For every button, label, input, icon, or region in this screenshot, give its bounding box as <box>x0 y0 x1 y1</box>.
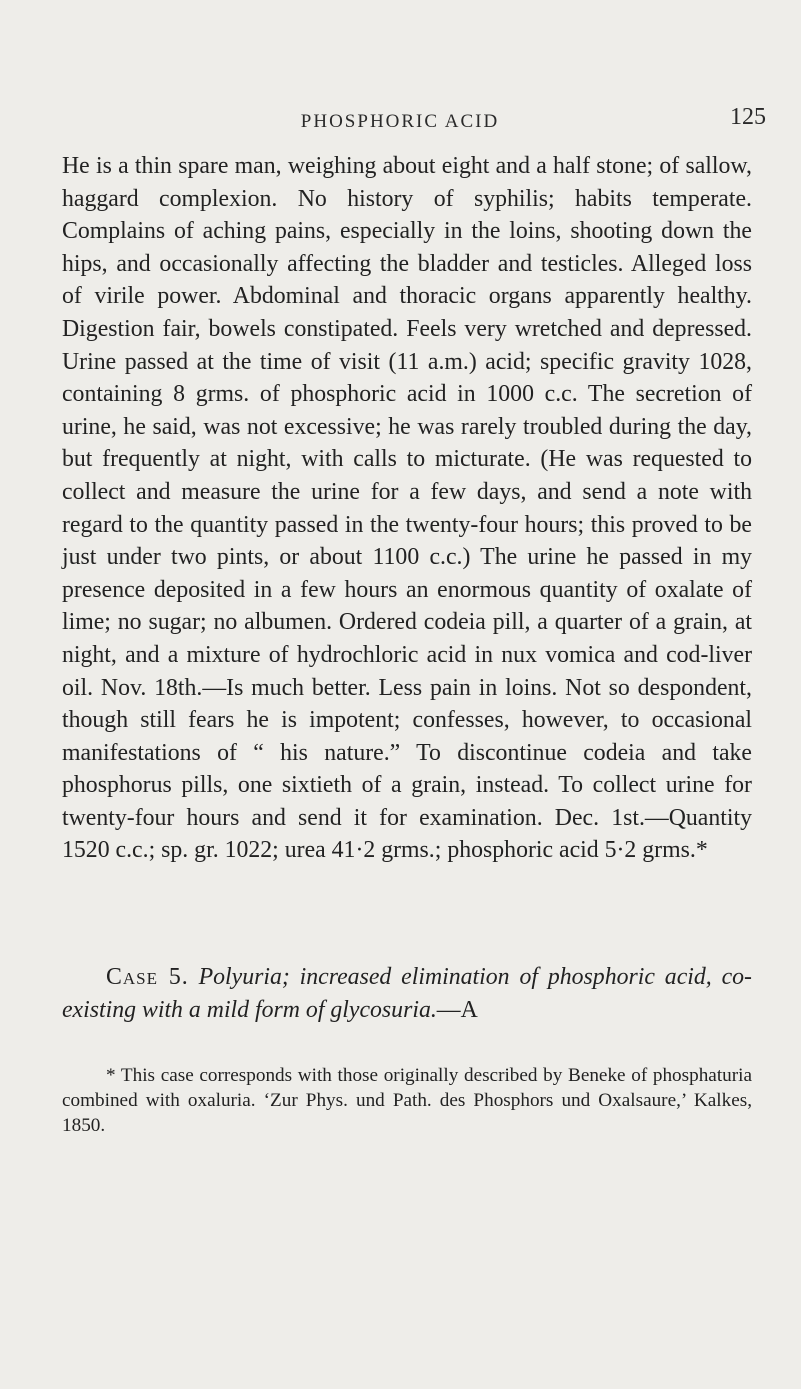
running-title: PHOSPHORIC ACID <box>300 111 500 132</box>
case-heading-paragraph <box>62 961 752 1026</box>
footnote: * This case corresponds with those originally described by Beneke of phosphaturia combined with oxaluria. ‘Zur Phys. und Path. des Phosphors und Oxalsaure,’ Kalkes, 1850. <box>62 1065 752 1136</box>
page-number: 125 <box>730 104 766 130</box>
running-head <box>40 104 766 137</box>
case-text-start: —A <box>436 996 478 1023</box>
case-title: Polyuria; increased elimination of phosphoric acid, co-existing with a mild form of glycosuria. <box>62 964 752 1023</box>
case-report-paragraph: He is a thin spare man, weighing about eight and a half stone; of sallow, haggard complexion. No history of syphilis; habits temperate. Complains of aching pains, especially in the loins, shooting down the hips, and occasionally affecting the bladder and testicles. Alleged loss of virile power. Abdominal and thoracic organs apparently healthy. Digestion fair, bowels constipated. Feels very wretched and depressed. Urine passed at the time of visit (11 a.m.) acid; specific gravity 1028, containing 8 grms. of phosphoric acid in 1000 c.c. The secretion of urine, he said, was not excessive; he was rarely troubled during the day, but frequently at night, with calls to micturate. (He was requested to collect and measure the urine for a few days, and send a note with regard to the quantity passed in the twenty-four hours; this proved to be just under two pints, or about 1100 c.c.) The urine he passed in my presence deposited in a few hours an enormous quantity of oxalate of lime; no sugar; no albumen. Ordered codeia pill, a quarter of a grain, at night, and a mixture of hydrochloric acid in nux vomica and cod-liver oil. Nov. 18th.—Is much better. Less pain in loins. Not so despondent, though still fears he is impotent; confesses, however, to occasional manifestations of “ his nature.” To discontinue codeia and take phosphorus pills, one sixtieth of a grain, instead. To collect urine for twenty-four hours and send it for examination. Dec. 1st.—Quantity 1520 c.c.; sp. gr. 1022; urea 41·2 grms.; phosphoric acid 5·2 grms.* <box>62 153 752 864</box>
case-label: Case 5. <box>106 964 189 990</box>
